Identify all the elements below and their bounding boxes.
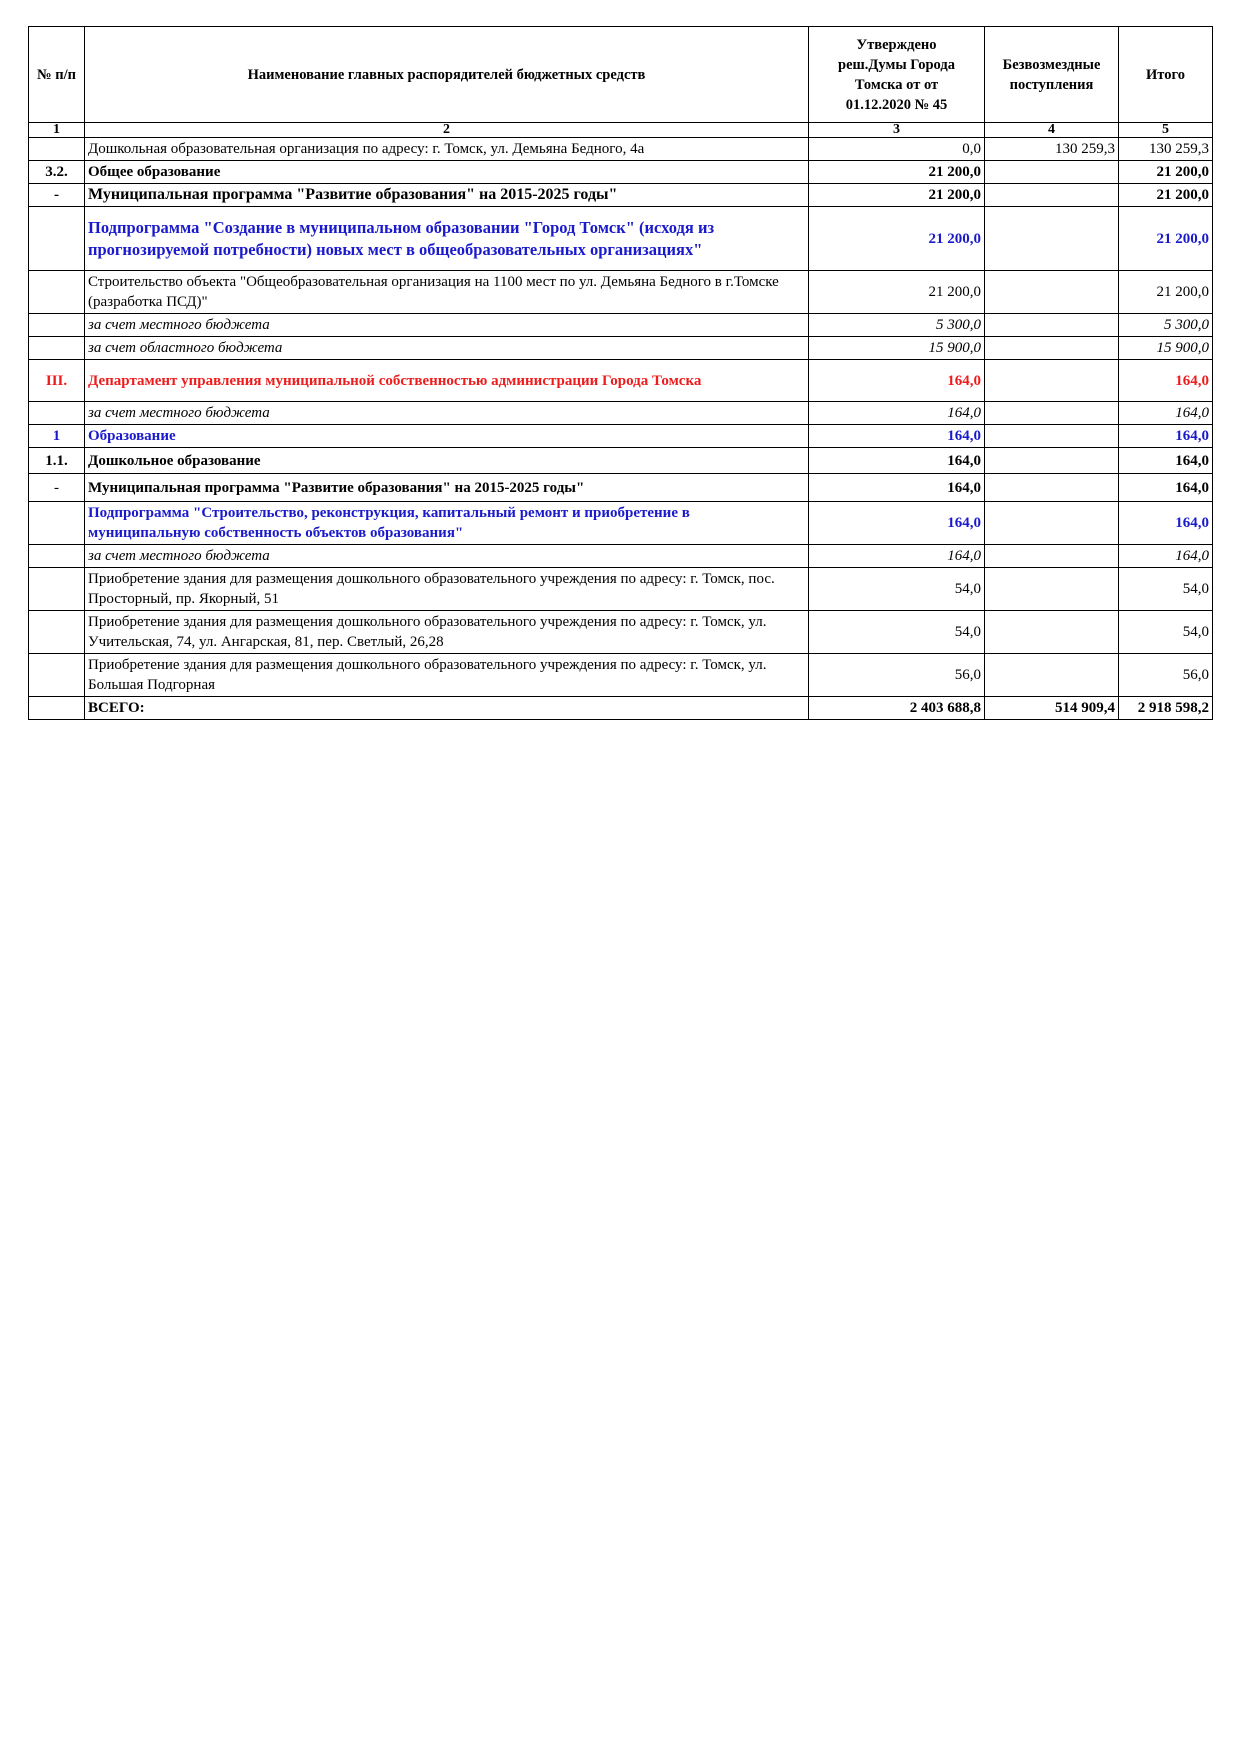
table-row	[29, 502, 1213, 545]
row-num: 1.1.	[29, 448, 85, 474]
header-approved: Утверждено реш.Думы Города Томска от от 01.12.2020 № 45	[809, 27, 985, 123]
header-total: Итого	[1119, 27, 1213, 123]
row-approved: 15 900,0	[809, 337, 985, 360]
row-total: 21 200,0	[1119, 184, 1213, 207]
header-num: № п/п	[29, 27, 85, 123]
table-row	[29, 360, 1213, 402]
table-row	[29, 654, 1213, 697]
column-index: 3	[809, 123, 985, 138]
row-total: 54,0	[1119, 568, 1213, 611]
row-total: 164,0	[1119, 360, 1213, 402]
row-total: 164,0	[1119, 502, 1213, 545]
row-approved: 164,0	[809, 448, 985, 474]
column-index: 1	[29, 123, 85, 138]
row-name: Муниципальная программа "Развитие образования" на 2015-2025 годы"	[85, 474, 809, 502]
row-name: Строительство объекта "Общеобразовательная организация на 1100 мест по ул. Демьяна Бедного в г.Томске (разработка ПСД)"	[85, 271, 809, 314]
row-num	[29, 337, 85, 360]
table-row	[29, 568, 1213, 611]
row-num: 3.2.	[29, 161, 85, 184]
table-row	[29, 402, 1213, 425]
row-grants	[985, 448, 1119, 474]
header-grants: Безвозмездные поступления	[985, 27, 1119, 123]
row-approved: 21 200,0	[809, 161, 985, 184]
row-name: Общее образование	[85, 161, 809, 184]
row-approved: 21 200,0	[809, 184, 985, 207]
row-name: Приобретение здания для размещения дошкольного образовательного учреждения по адресу: г. Томск, пос. Просторный, пр. Якорный, 51	[85, 568, 809, 611]
row-approved: 56,0	[809, 654, 985, 697]
column-index: 5	[1119, 123, 1213, 138]
row-grants	[985, 654, 1119, 697]
row-approved: 21 200,0	[809, 271, 985, 314]
table-row	[29, 207, 1213, 271]
row-approved: 54,0	[809, 611, 985, 654]
row-approved: 5 300,0	[809, 314, 985, 337]
row-num: -	[29, 184, 85, 207]
table-row	[29, 184, 1213, 207]
row-approved: 2 403 688,8	[809, 697, 985, 720]
row-grants	[985, 568, 1119, 611]
row-name: Подпрограмма "Строительство, реконструкция, капитальный ремонт и приобретение в муниципальную собственность объектов образования"	[85, 502, 809, 545]
row-total: 164,0	[1119, 448, 1213, 474]
table-row	[29, 611, 1213, 654]
row-approved: 164,0	[809, 474, 985, 502]
row-name: Дошкольная образовательная организация по адресу: г. Томск, ул. Демьяна Бедного, 4а	[85, 138, 809, 161]
row-total: 130 259,3	[1119, 138, 1213, 161]
budget-table-sheet	[28, 26, 1212, 720]
row-total: 21 200,0	[1119, 271, 1213, 314]
row-num	[29, 138, 85, 161]
table-row	[29, 138, 1213, 161]
row-approved: 164,0	[809, 402, 985, 425]
row-name: за счет местного бюджета	[85, 545, 809, 568]
row-approved: 164,0	[809, 545, 985, 568]
row-grants	[985, 271, 1119, 314]
row-name: Приобретение здания для размещения дошкольного образовательного учреждения по адресу: г. Томск, ул. Большая Подгорная	[85, 654, 809, 697]
row-grants	[985, 402, 1119, 425]
row-num	[29, 568, 85, 611]
row-grants	[985, 337, 1119, 360]
row-approved: 164,0	[809, 502, 985, 545]
row-grants	[985, 207, 1119, 271]
row-approved: 0,0	[809, 138, 985, 161]
column-index-row	[29, 123, 1213, 138]
row-total: 21 200,0	[1119, 207, 1213, 271]
column-index: 4	[985, 123, 1119, 138]
table-row	[29, 448, 1213, 474]
table-row	[29, 425, 1213, 448]
row-num	[29, 314, 85, 337]
row-name: Приобретение здания для размещения дошкольного образовательного учреждения по адресу: г. Томск, ул. Учительская, 74, ул. Ангарская, 81, пер. Светлый, 26,28	[85, 611, 809, 654]
row-grants: 514 909,4	[985, 697, 1119, 720]
row-num	[29, 654, 85, 697]
row-total: 164,0	[1119, 474, 1213, 502]
row-name: Дошкольное образование	[85, 448, 809, 474]
row-name: Департамент управления муниципальной собственностью администрации Города Томска	[85, 360, 809, 402]
row-grants	[985, 184, 1119, 207]
row-grants	[985, 502, 1119, 545]
row-approved: 21 200,0	[809, 207, 985, 271]
row-name: за счет местного бюджета	[85, 314, 809, 337]
row-name: Подпрограмма "Создание в муниципальном образовании "Город Томск" (исходя из прогнозируемой потребности) новых мест в общеобразовательных организациях"	[85, 207, 809, 271]
row-name: за счет местного бюджета	[85, 402, 809, 425]
row-name: Образование	[85, 425, 809, 448]
row-approved: 164,0	[809, 360, 985, 402]
row-grants	[985, 474, 1119, 502]
row-grants	[985, 611, 1119, 654]
row-total: 2 918 598,2	[1119, 697, 1213, 720]
row-total: 164,0	[1119, 545, 1213, 568]
row-name: ВСЕГО:	[85, 697, 809, 720]
row-total: 5 300,0	[1119, 314, 1213, 337]
table-row	[29, 545, 1213, 568]
row-num	[29, 611, 85, 654]
column-index: 2	[85, 123, 809, 138]
table-row	[29, 314, 1213, 337]
header-row	[29, 27, 1213, 123]
table-row	[29, 337, 1213, 360]
row-total: 15 900,0	[1119, 337, 1213, 360]
row-total: 164,0	[1119, 402, 1213, 425]
row-num: -	[29, 474, 85, 502]
row-num: 1	[29, 425, 85, 448]
row-total: 164,0	[1119, 425, 1213, 448]
row-name: за счет областного бюджета	[85, 337, 809, 360]
budget-table	[28, 26, 1213, 720]
row-total: 56,0	[1119, 654, 1213, 697]
row-grants	[985, 425, 1119, 448]
row-grants: 130 259,3	[985, 138, 1119, 161]
row-grants	[985, 314, 1119, 337]
row-approved: 164,0	[809, 425, 985, 448]
row-num	[29, 271, 85, 314]
table-row	[29, 474, 1213, 502]
row-num	[29, 402, 85, 425]
row-name: Муниципальная программа "Развитие образования" на 2015-2025 годы"	[85, 184, 809, 207]
row-grants	[985, 360, 1119, 402]
row-grants	[985, 545, 1119, 568]
row-num	[29, 502, 85, 545]
row-total: 54,0	[1119, 611, 1213, 654]
table-row	[29, 161, 1213, 184]
row-num: III.	[29, 360, 85, 402]
header-name: Наименование главных распорядителей бюджетных средств	[85, 27, 809, 123]
row-num	[29, 207, 85, 271]
row-grants	[985, 161, 1119, 184]
row-total: 21 200,0	[1119, 161, 1213, 184]
table-row	[29, 271, 1213, 314]
row-num	[29, 697, 85, 720]
row-approved: 54,0	[809, 568, 985, 611]
row-num	[29, 545, 85, 568]
total-row	[29, 697, 1213, 720]
